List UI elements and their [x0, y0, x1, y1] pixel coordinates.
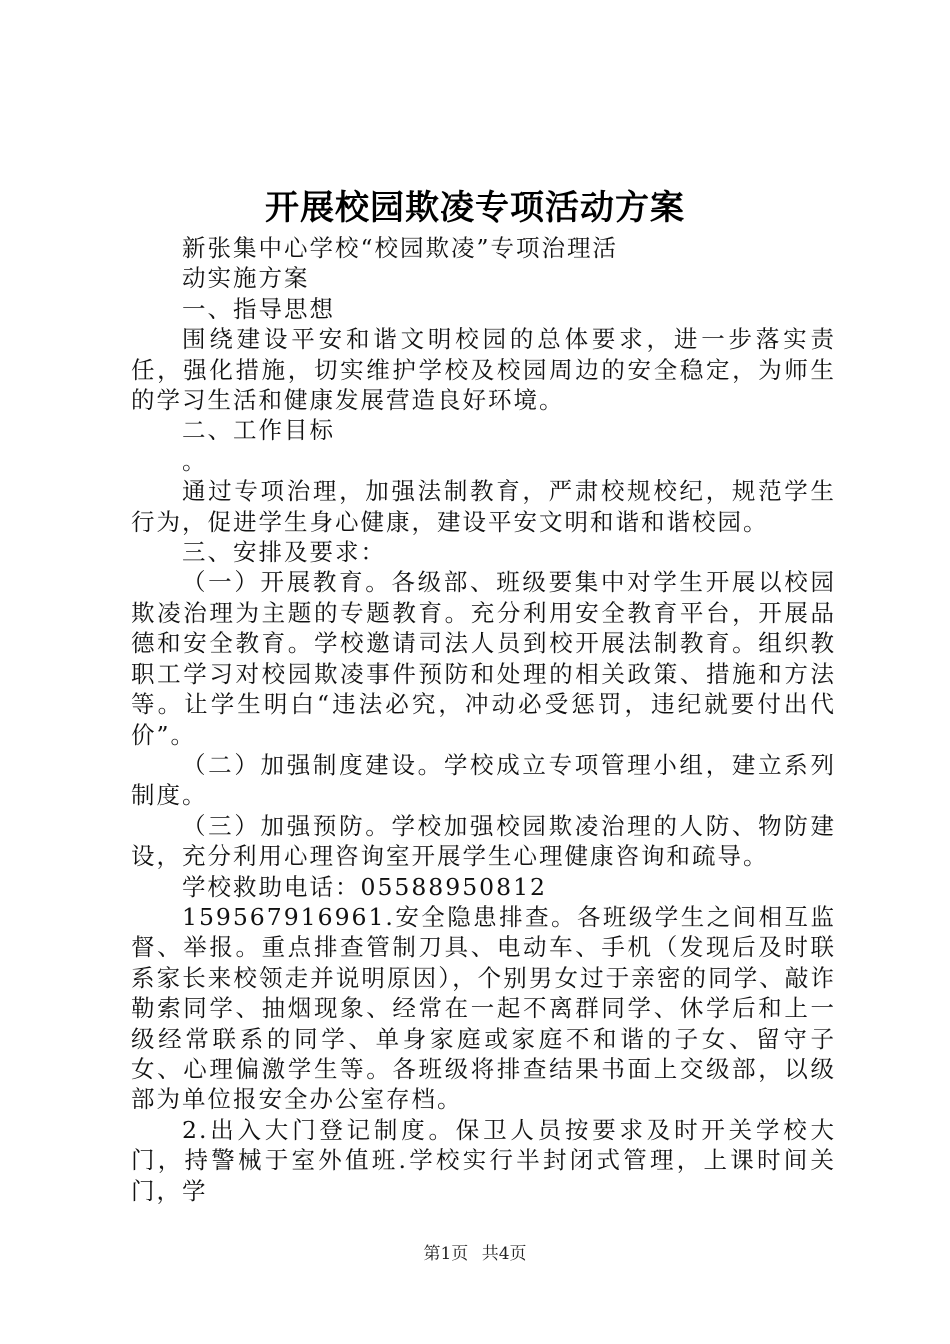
- paragraph: 动实施方案: [182, 264, 310, 293]
- paragraph: 二、工作目标: [182, 416, 335, 445]
- paragraph: 通过专项治理，加强法制教育，严肃校规校纪，规范学生行为，促进学生身心健康，建设平安文明和谐和谐校园。: [131, 477, 836, 536]
- paragraph: 围绕建设平安和谐文明校园的总体要求，进一步落实责任，强化措施，切实维护学校及校园周边的安全稳定，为师生的学习生活和健康发展营造良好环境。: [131, 325, 836, 415]
- paragraph: 。: [182, 446, 208, 475]
- paragraph: 新张集中心学校“校园欺凌”专项治理活: [182, 234, 619, 262]
- page-number: 第1页: [423, 1244, 469, 1264]
- paragraph: 一、指导思想: [182, 294, 335, 323]
- paragraph: 三、安排及要求：: [182, 538, 386, 567]
- document-body: [131, 233, 836, 1206]
- paragraph: 2.出入大门登记制度。保卫人员按要求及时开关学校大门，持警械于室外值班.学校实行半封闭式管理，上课时间关门，学: [131, 1115, 836, 1205]
- page-footer: [0, 1243, 950, 1265]
- paragraph: （二）加强制度建设。学校成立专项管理小组，建立系列制度。: [131, 750, 836, 810]
- paragraph: （一）开展教育。各级部、班级要集中对学生开展以校园欺凌治理为主题的专题教育。充分利用安全教育平台，开展品德和安全教育。学校邀请司法人员到校开展法制教育。组织教职工学习对校园欺凌事件预防和处理的相关政策、措施和方法等。让学生明白“违法必究，冲动必受惩罚，违纪就要付出代价”。: [131, 568, 836, 749]
- page-total: 共4页: [481, 1244, 527, 1264]
- paragraph: 学校救助电话：05588950812: [182, 872, 547, 901]
- document-title: 开展校园欺凌专项活动方案: [265, 188, 685, 228]
- paragraph: （三）加强预防。学校加强校园欺凌治理的人防、物防建设，充分利用心理咨询室开展学生心理健康咨询和疏导。: [131, 811, 836, 871]
- paragraph: 159567916961.安全隐患排查。各班级学生之间相互监督、举报。重点排查管制刀具、电动车、手机（发现后及时联系家长来校领走并说明原因），个别男女过于亲密的同学、敲诈勒索同学、抽烟现象、经常在一起不离群同学、休学后和上一级经常联系的同学、单身家庭或家庭不和谐的子女、留守子女、心理偏激学生等。各班级将排查结果书面上交级部，以级部为单位报安全办公室存档。: [131, 902, 836, 1114]
